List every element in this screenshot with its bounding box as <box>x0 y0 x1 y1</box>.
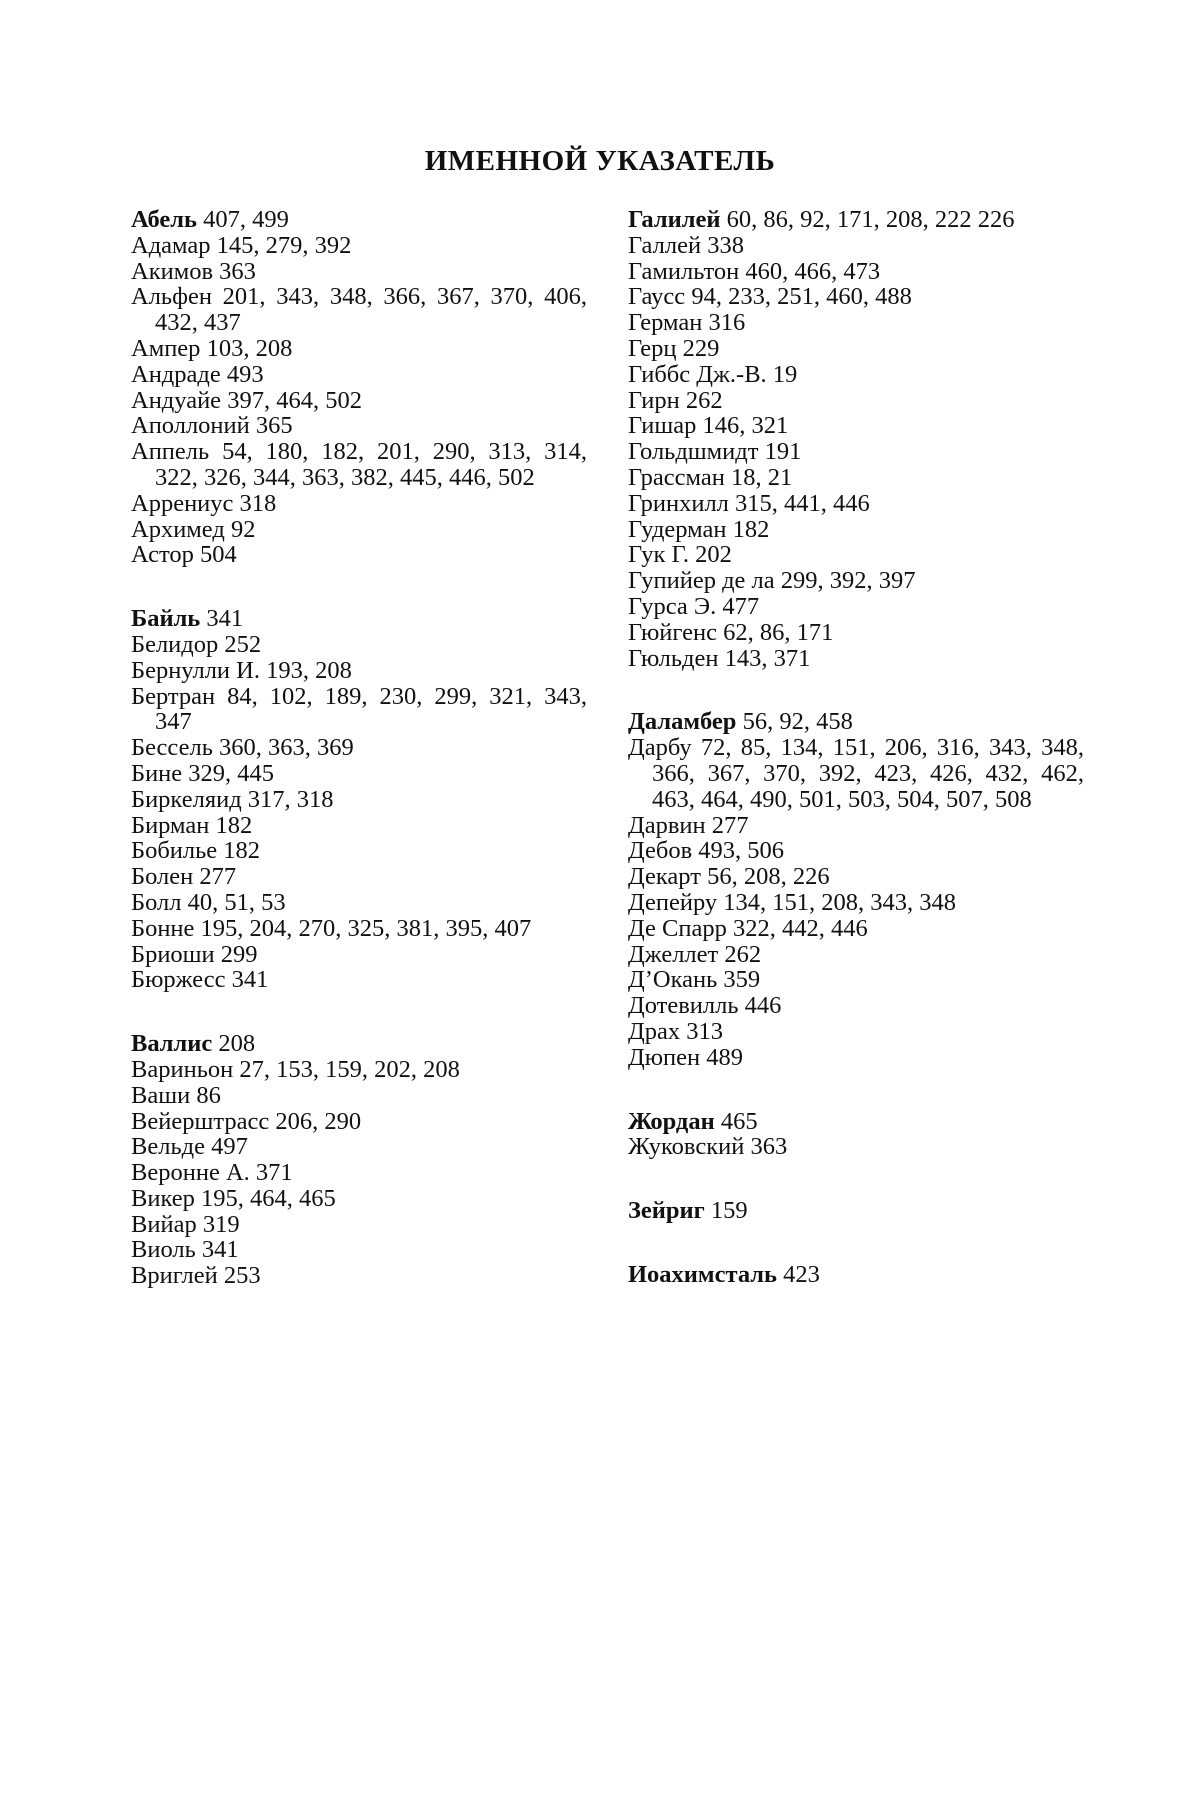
entry-name: Джеллет <box>628 940 719 968</box>
entry-name: Бобилье <box>131 837 218 865</box>
entry-pages: 341 <box>206 605 244 633</box>
entry-name: Вельде <box>131 1133 205 1161</box>
entry-name: Жордан <box>628 1107 715 1135</box>
entry-name: Д’Окань <box>628 966 718 994</box>
entry-pages: 19 <box>772 360 798 388</box>
index-entry <box>131 942 587 968</box>
entry-name: Дарбу <box>628 734 692 762</box>
entry-pages: 195, 204, 270, 325, 381, 395, 407 <box>200 914 532 942</box>
index-entry <box>628 465 1084 491</box>
index-letter-group <box>628 1198 1084 1224</box>
entry-name: Валлис <box>131 1030 213 1058</box>
index-entry <box>628 1198 1084 1224</box>
index-entry <box>628 491 1084 517</box>
entry-name: Даламбер <box>628 708 737 736</box>
entry-name: Байль <box>131 605 201 633</box>
entry-pages: 493 <box>226 360 264 388</box>
entry-pages: 299, 392, 397 <box>780 567 916 595</box>
entry-name: Гишар <box>628 412 697 440</box>
entry-pages: 60, 86, 92, 171, 208, 222 226 <box>726 206 1015 233</box>
entry-pages: 54, 180, 182, 201, 290, 313, 314, 322, 326, 344, 363, 382, 445, 446, 502 <box>155 438 588 491</box>
entry-name: Гаусс <box>628 283 686 311</box>
index-entry <box>131 890 587 916</box>
entry-name: Аполлоний <box>131 412 250 440</box>
entry-name: Болен <box>131 863 194 891</box>
entry-name: Галилей <box>628 206 721 233</box>
index-entry <box>131 916 587 942</box>
index-entry <box>628 1045 1084 1071</box>
index-letter-group <box>131 606 587 993</box>
entry-name: Биркеляид <box>131 785 242 813</box>
entry-name: Бирман <box>131 811 210 839</box>
index-entry <box>131 542 587 568</box>
entry-pages: 360, 363, 369 <box>219 734 354 762</box>
entry-pages: 313 <box>686 1017 723 1045</box>
entry-name: Бонне <box>131 914 195 942</box>
entry-name: Гамильтон <box>628 257 740 285</box>
entry-pages: 446 <box>744 992 782 1020</box>
index-entry <box>628 1134 1084 1160</box>
entry-name: Бине <box>131 759 183 787</box>
entry-name: Вриглей <box>131 1262 218 1290</box>
entry-name: Герман <box>628 309 703 337</box>
index-entry <box>628 259 1084 285</box>
entry-pages: 206, 290 <box>275 1107 362 1135</box>
entry-pages: 322, 442, 446 <box>732 914 868 942</box>
index-entry <box>628 362 1084 388</box>
entry-name: Ваши <box>131 1081 191 1109</box>
entry-pages: 62, 86, 171 <box>723 618 834 646</box>
entry-pages: 504 <box>199 541 237 569</box>
entry-pages: 465 <box>720 1107 758 1135</box>
entry-pages: 27, 153, 159, 202, 208 <box>239 1055 460 1083</box>
entry-pages: 319 <box>202 1210 240 1238</box>
index-letter-group <box>628 709 1084 1070</box>
entry-name: Андраде <box>131 360 221 388</box>
index-entry <box>628 646 1084 672</box>
entry-name: Гудерман <box>628 515 727 543</box>
index-entry <box>131 735 587 761</box>
index-entry <box>131 207 587 233</box>
entry-pages: 318 <box>239 489 277 517</box>
index-letter-group <box>131 207 587 568</box>
entry-pages: 341 <box>231 966 269 994</box>
entry-pages: 252 <box>224 630 262 658</box>
group-separator <box>628 1224 1084 1262</box>
entry-name: Аррениус <box>131 489 234 517</box>
entry-pages: 182 <box>732 515 770 543</box>
index-entry <box>131 761 587 787</box>
entry-pages: 262 <box>724 940 762 968</box>
entry-name: Ампер <box>131 334 201 362</box>
entry-name: Вариньон <box>131 1055 234 1083</box>
entry-pages: 201, 343, 348, 366, 367, 370, 406, 432, 437 <box>155 283 587 337</box>
group-separator <box>131 568 587 606</box>
entry-name: Акимов <box>131 257 214 285</box>
group-separator <box>628 1160 1084 1198</box>
group-separator <box>628 1071 1084 1109</box>
index-letter-group <box>628 1109 1084 1161</box>
entry-pages: 493, 506 <box>698 837 785 865</box>
entry-name: Белидор <box>131 630 219 658</box>
entry-name: Веронне А. <box>131 1159 250 1187</box>
entry-name: Гук Г. <box>628 541 690 569</box>
index-entry <box>131 1083 587 1109</box>
entry-pages: 229 <box>682 334 720 362</box>
index-entry <box>131 1134 587 1160</box>
index-entry <box>628 620 1084 646</box>
entry-name: Альфен <box>131 283 212 311</box>
entry-name: Виоль <box>131 1236 196 1264</box>
entry-pages: 477 <box>722 592 760 620</box>
index-entry <box>628 439 1084 465</box>
index-entry <box>628 709 1084 735</box>
entry-name: Вийар <box>131 1210 197 1238</box>
entry-name: Гирн <box>628 386 680 414</box>
index-entry <box>628 890 1084 916</box>
entry-name: Адамар <box>131 231 211 259</box>
entry-pages: 407, 499 <box>203 206 289 233</box>
entry-pages: 195, 464, 465 <box>201 1184 336 1212</box>
index-entry <box>628 336 1084 362</box>
page-title: ИМЕННОЙ УКАЗАТЕЛЬ <box>424 145 776 177</box>
index-entry <box>628 993 1084 1019</box>
index-entry <box>131 491 587 517</box>
index-entry <box>628 967 1084 993</box>
index-letter-group <box>131 1031 587 1289</box>
index-entry <box>628 942 1084 968</box>
entry-name: Викер <box>131 1184 195 1212</box>
index-letter-group <box>628 1262 1084 1288</box>
entry-name: Дотевилль <box>628 992 739 1020</box>
index-entry <box>628 388 1084 414</box>
entry-pages: 365 <box>255 412 293 440</box>
group-separator <box>131 993 587 1031</box>
index-entry <box>628 735 1084 812</box>
index-entry <box>628 233 1084 259</box>
index-entry <box>628 310 1084 336</box>
entry-pages: 143, 371 <box>724 644 811 672</box>
entry-name: Андуайе <box>131 386 222 414</box>
entry-pages: 134, 151, 208, 343, 348 <box>723 888 957 916</box>
index-entry <box>131 1031 587 1057</box>
entry-name: Абель <box>131 206 197 233</box>
index-entry <box>131 336 587 362</box>
entry-pages: 56, 208, 226 <box>707 863 830 891</box>
index-entry <box>131 1057 587 1083</box>
index-entry <box>628 207 1084 233</box>
entry-name: Бернулли И. <box>131 656 260 684</box>
index-entry <box>628 813 1084 839</box>
entry-pages: 253 <box>223 1262 261 1290</box>
entry-pages: 145, 279, 392 <box>216 231 352 259</box>
entry-name: Астор <box>131 541 194 569</box>
entry-name: Грассман <box>628 463 725 491</box>
index-entry <box>131 967 587 993</box>
index-entry <box>131 1160 587 1186</box>
index-entry <box>131 362 587 388</box>
index-entry <box>131 439 587 491</box>
index-entry <box>628 542 1084 568</box>
entry-pages: 341 <box>201 1236 239 1264</box>
index-entry <box>628 517 1084 543</box>
index-entry <box>628 568 1084 594</box>
entry-pages: 193, 208 <box>266 656 352 684</box>
entry-pages: 397, 464, 502 <box>227 386 362 414</box>
entry-pages: 338 <box>707 231 744 259</box>
entry-name: Гупийер де ла <box>628 567 775 595</box>
entry-name: Бриоши <box>131 940 215 968</box>
entry-pages: 359 <box>723 966 761 994</box>
entry-pages: 191 <box>764 438 802 466</box>
index-entry <box>628 594 1084 620</box>
entry-name: Дарвин <box>628 811 706 839</box>
entry-pages: 92 <box>230 515 256 543</box>
entry-pages: 489 <box>706 1043 743 1071</box>
index-column-left <box>131 207 587 1289</box>
entry-pages: 315, 441, 446 <box>735 489 870 517</box>
entry-pages: 182 <box>223 837 261 865</box>
index-entry <box>131 606 587 632</box>
entry-name: Аппель <box>131 438 210 466</box>
entry-name: Жуковский <box>628 1133 745 1161</box>
entry-name: Декарт <box>628 863 701 891</box>
index-entry <box>628 284 1084 310</box>
entry-pages: 277 <box>199 863 237 891</box>
index-entry <box>131 864 587 890</box>
entry-name: Иоахимсталь <box>628 1260 777 1288</box>
entry-pages: 84, 102, 189, 230, 299, 321, 343, 347 <box>155 682 587 736</box>
entry-name: Архимед <box>131 515 225 543</box>
entry-name: Герц <box>628 334 677 362</box>
entry-name: Бюржесс <box>131 966 226 994</box>
index-entry <box>131 1109 587 1135</box>
entry-pages: 371 <box>255 1159 293 1187</box>
entry-pages: 460, 466, 473 <box>745 257 881 285</box>
entry-name: Вейерштрасс <box>131 1107 270 1135</box>
index-letter-group <box>628 207 1084 671</box>
index-entry <box>628 916 1084 942</box>
entry-name: Зейриг <box>628 1197 705 1225</box>
entry-name: Дебов <box>628 837 693 865</box>
entry-pages: 86 <box>196 1081 221 1109</box>
entry-name: Галлей <box>628 231 702 259</box>
entry-pages: 202 <box>695 541 732 569</box>
entry-name: Драх <box>628 1017 681 1045</box>
index-column-right <box>628 207 1084 1288</box>
entry-pages: 18, 21 <box>730 463 793 491</box>
entry-name: Гринхилл <box>628 489 729 517</box>
entry-pages: 159 <box>710 1197 748 1225</box>
entry-pages: 208 <box>218 1030 256 1058</box>
index-entry <box>131 1237 587 1263</box>
entry-pages: 72, 85, 134, 151, 206, 316, 343, 348, 366, 367, 370, 392, 423, 426, 432, 462, 463, 464, 490, 501, 503, 504, 507, 508 <box>652 734 1084 813</box>
entry-pages: 40, 51, 53 <box>187 888 286 916</box>
index-entry <box>131 632 587 658</box>
entry-pages: 497 <box>211 1133 248 1161</box>
entry-pages: 299 <box>220 940 258 968</box>
entry-name: Гиббс Дж.-В. <box>628 360 767 388</box>
index-entry <box>131 787 587 813</box>
entry-pages: 363 <box>750 1133 788 1161</box>
index-entry <box>131 284 587 336</box>
entry-pages: 94, 233, 251, 460, 488 <box>691 283 912 311</box>
group-separator <box>628 671 1084 709</box>
entry-pages: 146, 321 <box>702 412 789 440</box>
entry-name: Гурса Э. <box>628 592 717 620</box>
index-entry <box>131 413 587 439</box>
index-entry <box>628 1019 1084 1045</box>
index-entry <box>628 1262 1084 1288</box>
index-entry <box>628 413 1084 439</box>
index-entry <box>131 1186 587 1212</box>
index-entry <box>131 658 587 684</box>
index-entry <box>131 233 587 259</box>
index-entry <box>131 684 587 736</box>
entry-pages: 329, 445 <box>188 759 275 787</box>
entry-name: Де Спарр <box>628 914 727 942</box>
entry-pages: 317, 318 <box>247 785 334 813</box>
entry-pages: 277 <box>711 811 749 839</box>
index-entry <box>131 388 587 414</box>
entry-pages: 423 <box>783 1260 820 1288</box>
entry-name: Гюльден <box>628 644 719 672</box>
entry-name: Болл <box>131 888 182 916</box>
entry-name: Депейру <box>628 888 718 916</box>
entry-pages: 363 <box>219 257 256 285</box>
index-entry <box>131 1212 587 1238</box>
index-entry <box>131 838 587 864</box>
index-entry <box>628 864 1084 890</box>
entry-pages: 316 <box>708 309 746 337</box>
entry-name: Дюпен <box>628 1043 701 1071</box>
index-entry <box>131 259 587 285</box>
entry-pages: 103, 208 <box>206 334 293 362</box>
index-entry <box>628 838 1084 864</box>
entry-name: Бессель <box>131 734 213 762</box>
entry-name: Гюйгенс <box>628 618 717 646</box>
entry-pages: 262 <box>685 386 723 414</box>
entry-name: Гольдшмидт <box>628 438 759 466</box>
entry-name: Бертран <box>131 682 216 710</box>
entry-pages: 56, 92, 458 <box>742 708 853 736</box>
index-entry <box>131 1263 587 1289</box>
index-entry <box>628 1109 1084 1135</box>
entry-pages: 182 <box>215 811 253 839</box>
index-entry <box>131 517 587 543</box>
index-entry <box>131 813 587 839</box>
